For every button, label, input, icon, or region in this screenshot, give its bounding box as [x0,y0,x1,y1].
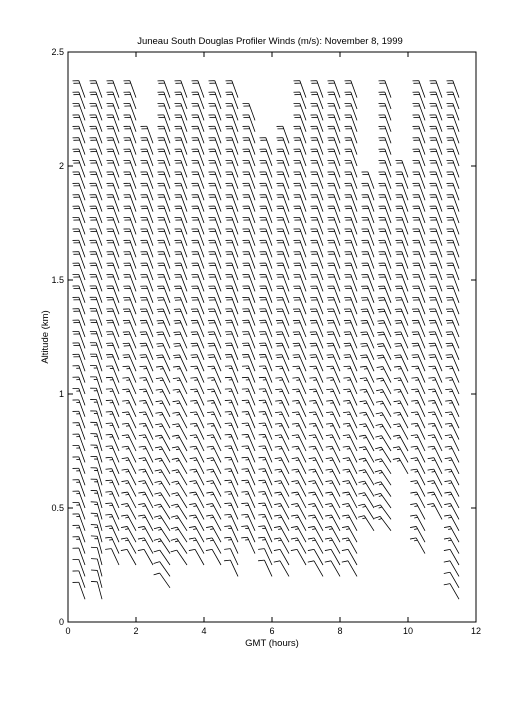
wind-barb [224,537,238,553]
x-tick-label: 8 [337,626,343,636]
wind-barb [241,537,255,553]
wind-barb [154,573,170,588]
wind-barb [90,365,102,382]
profile-column [358,172,374,531]
wind-barb [444,584,459,600]
wind-barb [73,525,85,542]
wind-barb [91,525,102,543]
wind-barb [90,354,102,371]
wind-barb [90,422,102,439]
wind-barb [91,581,102,599]
wind-barb [90,297,102,314]
wind-barb [393,458,408,474]
chart-title: Juneau South Douglas Profiler Winds (m/s): November 8, 1999 [137,36,403,47]
wind-barb [91,502,102,520]
profile-column [410,81,425,554]
wind-barb [91,559,102,577]
profile-column [73,81,85,600]
wind-barb [90,286,102,303]
wind-barb [91,468,102,485]
wind-barb [73,445,85,462]
wind-barb [376,424,391,439]
wind-barb [90,274,102,291]
wind-barb [172,458,187,474]
wind-barb [155,458,170,474]
profile-column [393,160,408,473]
wind-barb [90,388,102,405]
wind-barb [325,561,340,577]
wind-barb [171,550,187,565]
wind-barb [73,457,85,474]
wind-barb [171,516,187,531]
profile-column [342,81,357,577]
wind-barb [90,434,102,451]
profile-column [274,126,289,576]
wind-barb [73,388,85,405]
wind-barb [90,263,102,280]
wind-barb [73,491,85,508]
wind-barb [375,436,391,451]
profile-column [189,81,204,565]
x-tick-label: 4 [201,626,207,636]
wind-barb [358,504,374,519]
profile-column [206,81,221,565]
wind-barb [358,493,374,508]
wind-barb [359,458,374,474]
wind-barb [172,470,187,486]
wind-barb [90,309,102,326]
wind-barb [91,570,102,588]
wind-barb [73,434,85,451]
y-tick-label: 0.5 [51,503,64,513]
wind-barb [90,456,102,473]
profile-column [444,81,459,600]
wind-barb [258,560,272,576]
wind-barb [308,561,323,577]
profile-column [154,81,170,588]
profile-column [241,103,255,553]
profile-column [308,81,323,577]
x-tick-label: 0 [65,626,71,636]
wind-barb [155,481,170,496]
wind-barbs [73,81,459,600]
profile-column [374,81,391,531]
wind-barb [359,470,374,486]
wind-barb [90,331,102,348]
wind-barb [91,536,102,554]
wind-barb [91,479,102,497]
wind-barb [90,400,102,417]
wind-barb [73,571,85,588]
wind-barb [105,537,119,553]
wind-barb [90,343,102,360]
wind-barb [274,561,289,577]
x-tick-label: 12 [470,626,482,636]
wind-barb [90,411,102,428]
wind-barb [155,470,170,486]
wind-barb [73,537,85,554]
wind-barb [154,493,170,508]
wind-barb [73,559,85,576]
wind-barb [121,549,136,565]
y-tick-label: 0 [58,617,64,627]
plot-area [51,47,481,636]
wind-barb [73,582,85,599]
wind-barb [258,549,272,565]
wind-barb [91,513,102,531]
wind-barb [73,377,85,394]
profile-column [138,126,153,565]
y-tick-label: 1.5 [51,275,64,285]
wind-barb [73,411,85,428]
wind-barb [90,445,102,462]
wind-barb [73,366,85,383]
y-axis-label: Altitude (km) [40,310,51,364]
wind-barb [171,493,187,508]
profile-column [171,81,187,565]
wind-barb [410,538,425,554]
wind-barb [138,549,153,565]
wind-barb [374,516,391,530]
wind-barb [91,490,102,508]
wind-barb [258,537,272,553]
wind-barb [291,549,306,565]
wind-barb [206,549,221,565]
wind-barb [224,549,238,565]
wind-barb [427,504,442,520]
wind-barb [73,514,85,531]
y-tick-label: 2.5 [51,47,64,57]
profile-column [427,81,442,520]
profile-column [224,81,238,577]
wind-barb [359,481,374,496]
profile-column [105,81,119,565]
wind-barb [73,423,85,440]
x-tick-label: 6 [269,626,275,636]
x-tick-label: 2 [133,626,139,636]
wind-barb [73,548,85,565]
wind-barb [171,504,187,519]
y-tick-label: 2 [58,161,64,171]
wind-barb [105,549,119,565]
wind-barb [90,320,102,337]
wind-barb [224,560,238,576]
profile-column [121,81,136,565]
wind-barb [73,480,85,497]
wind-barb [376,413,391,429]
wind-barb [73,354,85,371]
profile-column [258,138,272,577]
y-tick-label: 1 [58,389,64,399]
wind-barb [172,481,187,496]
wind-barb [73,502,85,519]
wind-barb [189,549,204,565]
profile-column [90,81,102,600]
wind-barb [73,400,85,417]
wind-barb [342,561,357,577]
wind-barb [154,504,170,519]
x-axis-label: GMT (hours) [245,638,299,649]
wind-barb [90,377,102,394]
wind-barb [375,447,391,462]
profile-column [325,81,340,577]
wind-barb [91,547,102,565]
x-tick-label: 10 [402,626,414,636]
wind-barb [154,516,170,531]
profile-column [291,81,306,565]
wind-barb [73,468,85,485]
wind-barb [358,516,374,531]
